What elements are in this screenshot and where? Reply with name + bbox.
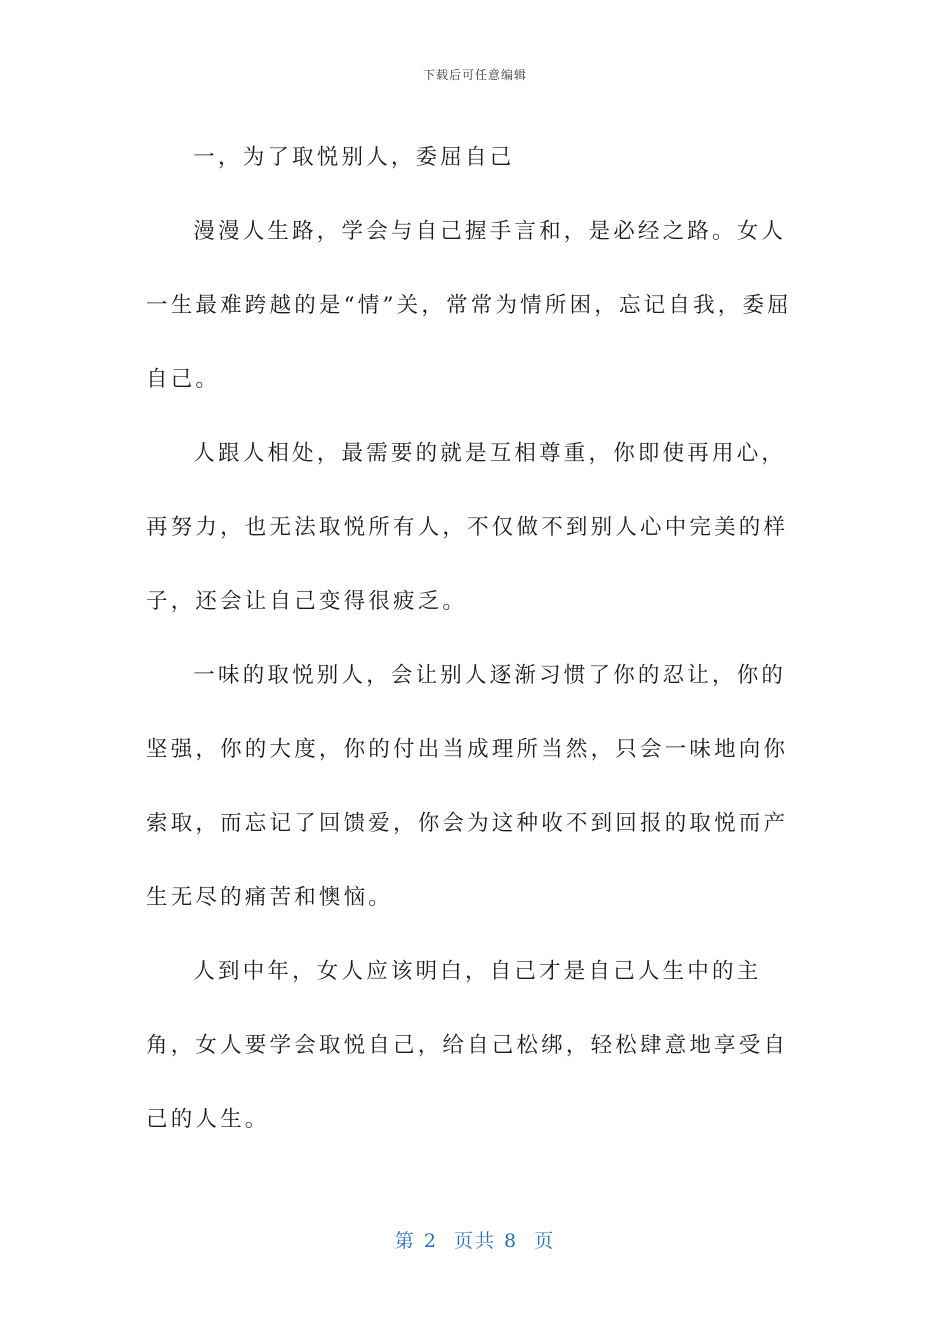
document-body bbox=[146, 121, 806, 1157]
page-header: 下载后可任意编辑 bbox=[422, 68, 527, 82]
paragraph: 人跟人相处，最需要的就是互相尊重，你即使再用心，再努力，也无法取悦所有人，不仅做不到别人心中完美的样子，还会让自己变得很疲乏。 bbox=[146, 441, 789, 614]
paragraph: 漫漫人生路，学会与自己握手言和，是必经之路。女人一生最难跨越的是“情”关，常常为情所困，忘记自我，委屈自己。 bbox=[146, 219, 792, 392]
section-heading: 一，为了取悦别人，委屈自己 bbox=[193, 145, 515, 170]
page-number-footer: 第 2 页共 8 页 bbox=[394, 1230, 556, 1252]
paragraph: 一味的取悦别人，会让别人逐渐习惯了你的忍让，你的坚强，你的大度，你的付出当成理所当然，只会一味地向你索取，而忘记了回馈爱，你会为这种收不到回报的取悦而产生无尽的痛苦和懊恼。 bbox=[146, 663, 789, 910]
paragraph: 人到中年，女人应该明白，自己才是自己人生中的主角，女人要学会取悦自己，给自己松绑，轻松肆意地享受自己的人生。 bbox=[146, 959, 789, 1132]
